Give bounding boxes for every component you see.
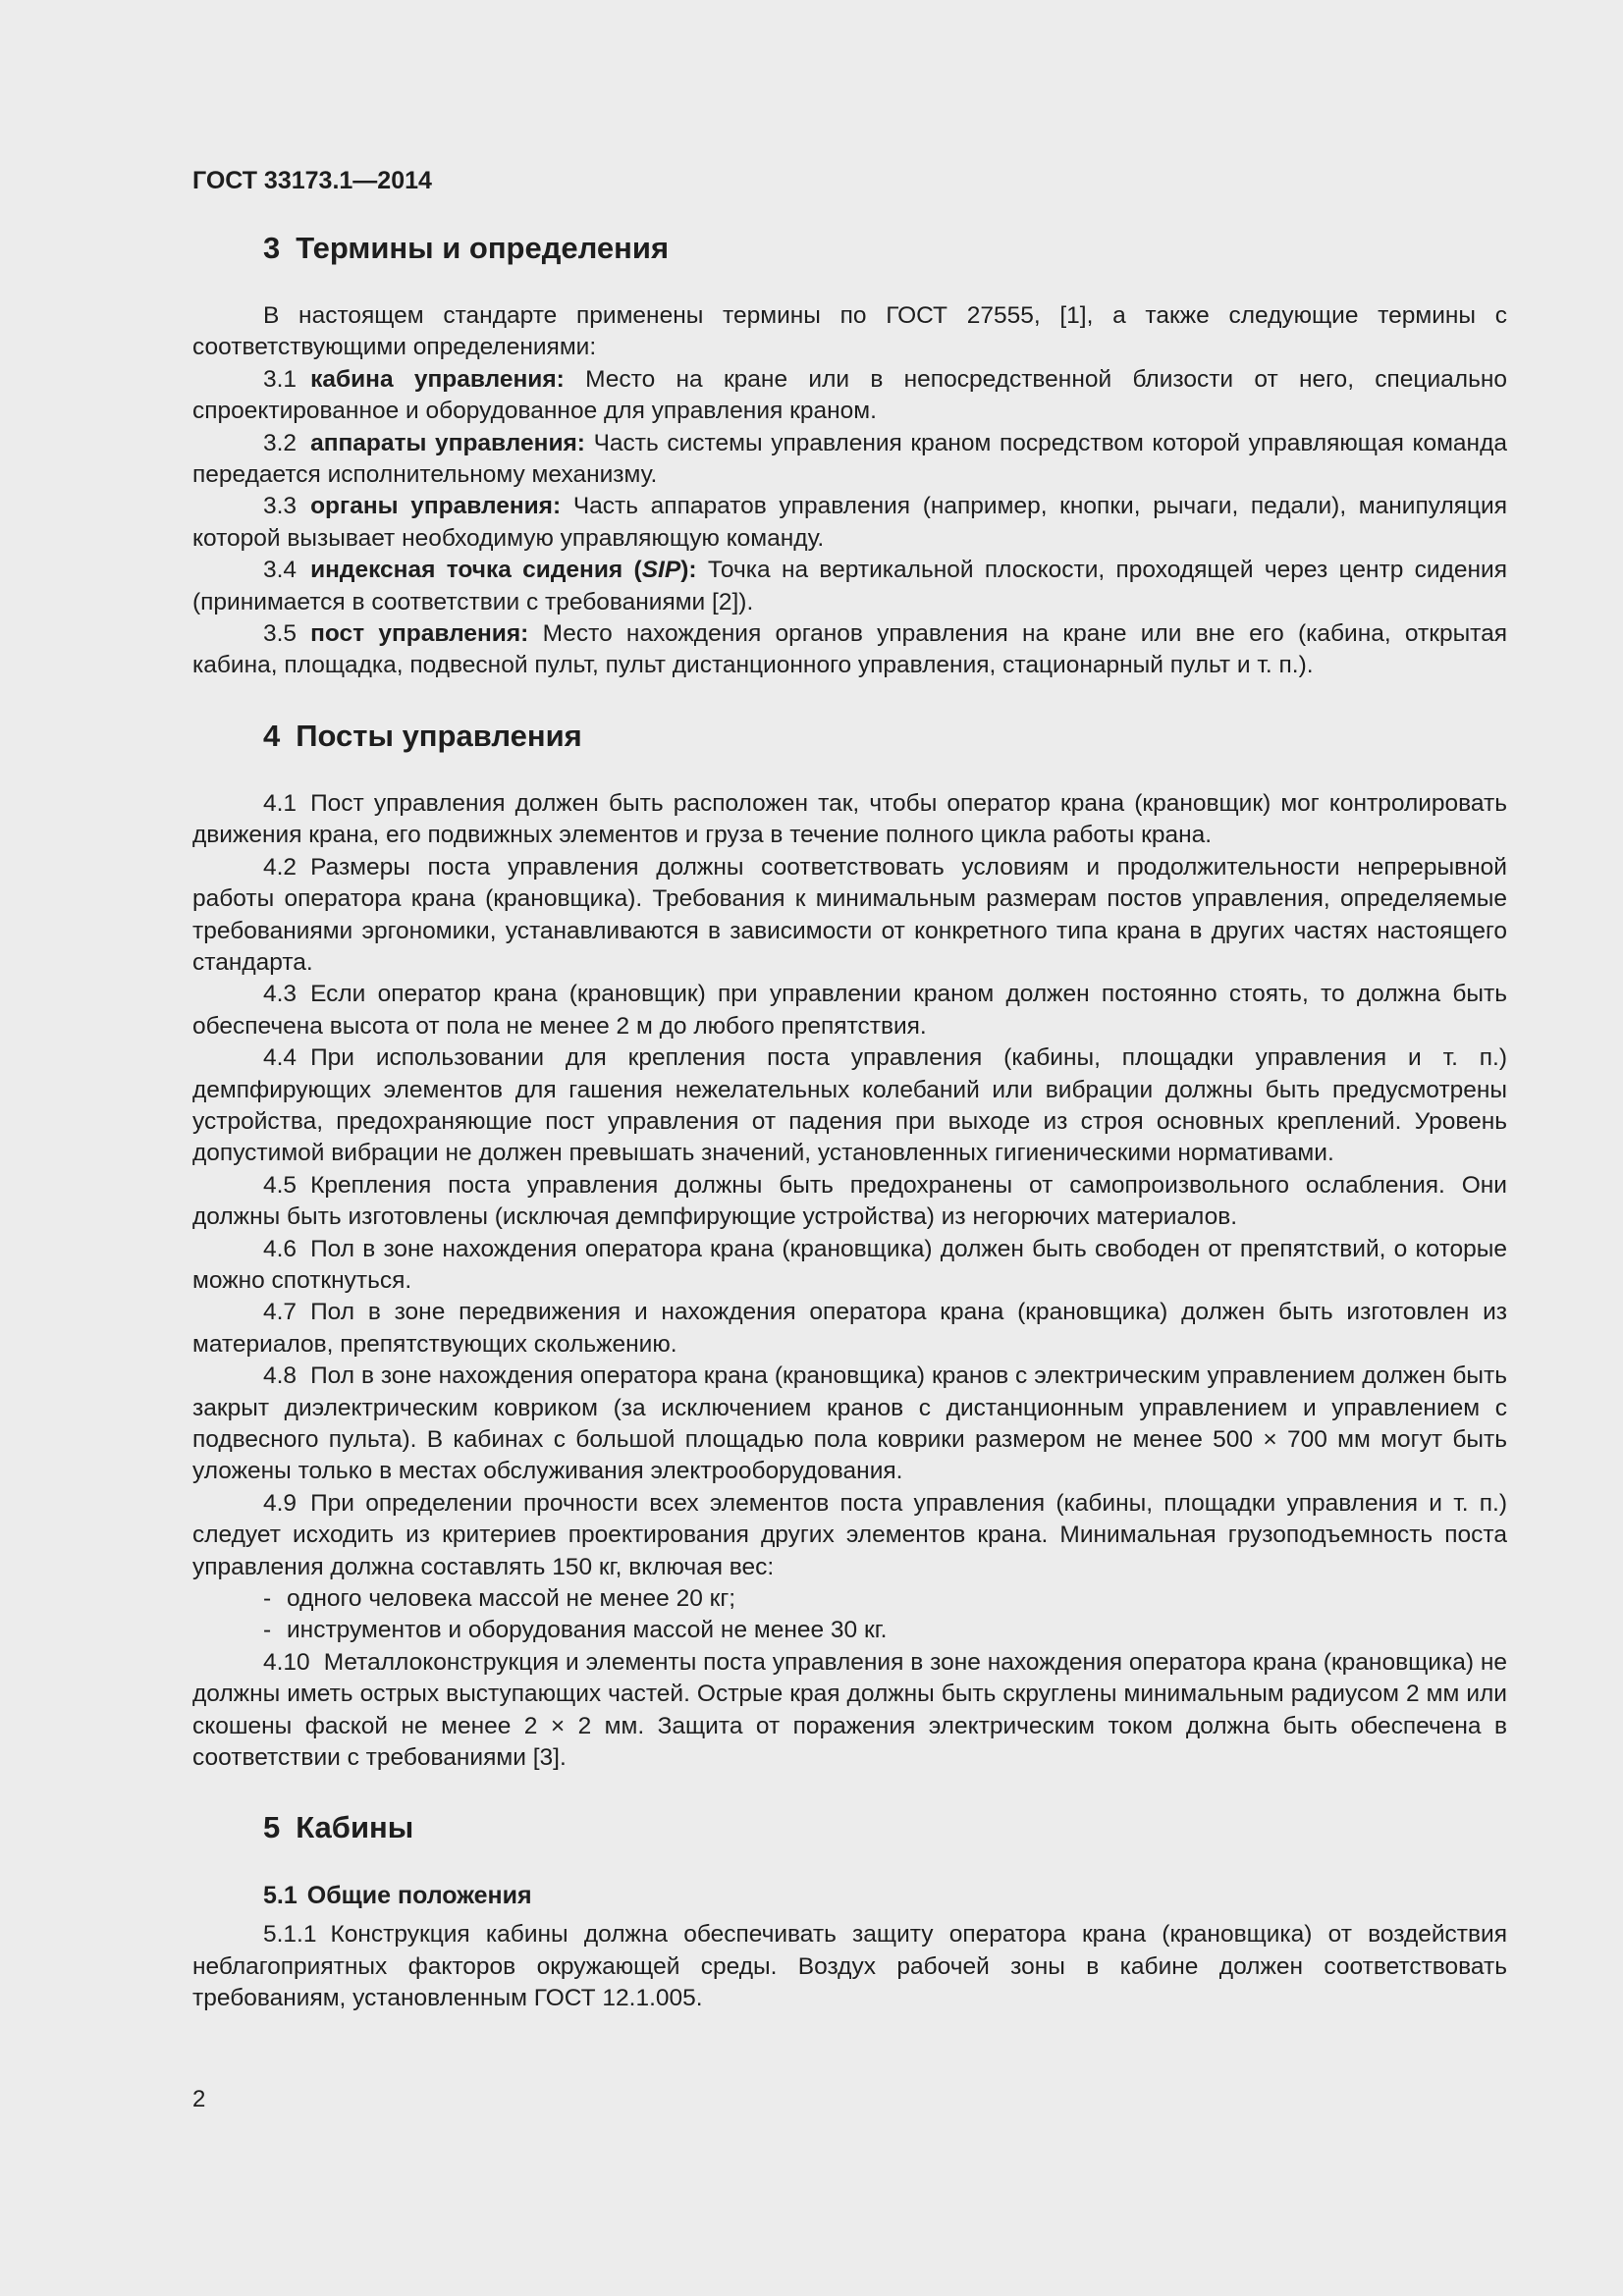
term-3-1 bbox=[192, 364, 1507, 428]
term-number: 3.5 bbox=[263, 620, 298, 648]
term-name-prefix: индексная точка сидения ( bbox=[310, 557, 642, 584]
list-item bbox=[263, 1583, 1507, 1615]
clause-text: Крепления поста управления должны быть предохранены от самопроизвольного ослабления. Они должны быть изготовлены (исключая демпфирующие устройства) из негорючих материалов. bbox=[192, 1171, 1507, 1231]
dash-marker: - bbox=[263, 1617, 272, 1644]
subsection-number: 5.1 bbox=[263, 1882, 298, 1910]
term-definition: Место на кране или в непосредственной близости от него, специально спроектированное и оборудованное для управления краном. bbox=[192, 365, 1507, 425]
section-title-text: Термины и определения bbox=[296, 231, 670, 265]
subsection-title-text: Общие положения bbox=[306, 1882, 532, 1910]
clause-4-9 bbox=[192, 1488, 1507, 1583]
section-5-title bbox=[263, 1809, 1507, 1846]
clause-number: 4.2 bbox=[263, 853, 298, 881]
section-4-title bbox=[263, 718, 1507, 755]
term-definition: Часть системы управления краном посредством которой управляющая команда передается исполнительному механизму. bbox=[192, 429, 1507, 489]
clause-number: 4.4 bbox=[263, 1044, 298, 1072]
clause-4-3 bbox=[192, 979, 1507, 1042]
section-3-intro: В настоящем стандарте применены термины по ГОСТ 27555, [1], а также следующие термины с соответствующими определениями: bbox=[192, 302, 1507, 361]
clause-text: При определении прочности всех элементов поста управления (кабины, площадки управления и т. п.) следует исходить из критериев проектирования других элементов крана. Минимальная грузоподъемность поста управления должна составлять 150 кг, включая вес: bbox=[192, 1489, 1507, 1580]
term-3-5 bbox=[192, 618, 1507, 682]
clause-4-5 bbox=[192, 1170, 1507, 1234]
term-name: органы управления: bbox=[310, 493, 562, 520]
clause-4-6 bbox=[192, 1234, 1507, 1298]
dash-marker: - bbox=[263, 1585, 272, 1613]
section-number: 4 bbox=[263, 718, 281, 753]
clause-number: 4.3 bbox=[263, 981, 298, 1008]
section-3-title bbox=[263, 230, 1507, 267]
clause-number: 4.6 bbox=[263, 1235, 298, 1262]
section-title-text: Кабины bbox=[296, 1810, 414, 1845]
clause-text: Размеры поста управления должны соответствовать условиям и продолжительности непрерывной работы оператора крана (крановщика). Требования к минимальным размерам постов управления, определяемые требованиями эргономики, устанавливаются в зависимости от конкретного типа крана в других частях настоящего стандарта. bbox=[192, 853, 1507, 976]
section-title-text: Посты управления bbox=[296, 718, 582, 753]
term-3-4 bbox=[192, 555, 1507, 618]
term-3-3 bbox=[192, 491, 1507, 555]
clause-text: Пол в зоне передвижения и нахождения оператора крана (крановщика) должен быть изготовлен из материалов, препятствующих скольжению. bbox=[192, 1299, 1507, 1358]
section-number: 3 bbox=[263, 231, 281, 265]
term-name-italic: SIP bbox=[641, 557, 681, 584]
term-3-2 bbox=[192, 428, 1507, 492]
document-header: ГОСТ 33173.1—2014 bbox=[192, 167, 432, 194]
term-number: 3.4 bbox=[263, 557, 298, 584]
clause-4-10 bbox=[192, 1647, 1507, 1775]
clause-text: Пост управления должен быть расположен так, чтобы оператор крана (крановщик) мог контролировать движения крана, его подвижных элементов и груза в течение полного цикла работы крана. bbox=[192, 789, 1507, 849]
clause-number: 4.1 bbox=[263, 789, 298, 817]
clause-number: 4.10 bbox=[263, 1648, 310, 1676]
clause-5-1-1 bbox=[192, 1919, 1507, 2014]
term-definition: Место нахождения органов управления на кране или вне его (кабина, открытая кабина, площадка, подвесной пульт, пульт дистанционного управления, стационарный пульт и т. п.). bbox=[192, 620, 1508, 679]
term-number: 3.1 bbox=[263, 365, 298, 393]
clause-number: 4.7 bbox=[263, 1299, 298, 1326]
clause-text: Конструкция кабины должна обеспечивать защиту оператора крана (крановщика) от воздействия неблагоприятных факторов окружающей среды. Воздух рабочей зоны в кабине должен соответствовать требованиям, установленным ГОСТ 12.1.005. bbox=[192, 1921, 1507, 2012]
clause-4-7 bbox=[192, 1297, 1507, 1361]
clause-text: Металлоконструкция и элементы поста управления в зоне нахождения оператора крана (крановщика) не должны иметь острых выступающих частей. Острые края должны быть скруглены минимальным радиусом 2 мм или скошены фаской не менее 2 × 2 мм. Защита от поражения электрическим током должна быть обеспечена в соответствии с требованиями [3]. bbox=[192, 1648, 1507, 1772]
clause-4-1 bbox=[192, 788, 1507, 852]
term-number: 3.2 bbox=[263, 429, 298, 456]
section-number: 5 bbox=[263, 1810, 281, 1845]
term-name: пост управления: bbox=[310, 620, 529, 648]
term-name: кабина управления: bbox=[310, 365, 565, 393]
clause-text: Пол в зоне нахождения оператора крана (крановщика) кранов с электрическим управлением должен быть закрыт диэлектрическим ковриком (за исключением кранов с дистанционным управлением и управлением с подвесного пульта). В кабинах с большой площадью пола коврики размером не менее 500 × 700 мм могут быть уложены только в местах обслуживания электрооборудования. bbox=[192, 1362, 1507, 1485]
term-definition: Точка на вертикальной плоскости, проходящей через центр сидения (принимается в соответствии с требованиями [2]). bbox=[192, 557, 1507, 615]
list-item-text: одного человека массой не менее 20 кг; bbox=[287, 1585, 736, 1613]
clause-4-2 bbox=[192, 852, 1507, 980]
clause-text: При использовании для крепления поста управления (кабины, площадки управления и т. п.) демпфирующих элементов для гашения нежелательных колебаний или вибрации должны быть предусмотрены устройства, предохраняющие пост управления от падения при выходе из строя основных креплений. Уровень допустимой вибрации не должен превышать значений, установленных гигиеническими нормативами. bbox=[192, 1044, 1507, 1167]
term-definition: Часть аппаратов управления (например, кнопки, рычаги, педали), манипуляция которой вызывает необходимую управляющую команду. bbox=[192, 493, 1508, 552]
subsection-5-1-title bbox=[263, 1880, 1507, 1911]
clause-text: Если оператор крана (крановщик) при управлении краном должен постоянно стоять, то должна быть обеспечена высота от пола не менее 2 м до любого препятствия. bbox=[192, 981, 1507, 1040]
clause-4-4 bbox=[192, 1042, 1507, 1170]
clause-number: 4.8 bbox=[263, 1362, 298, 1390]
term-name: аппараты управления: bbox=[310, 429, 585, 456]
clause-4-8 bbox=[192, 1361, 1507, 1488]
term-name-suffix: ): bbox=[680, 557, 697, 584]
clause-number: 4.9 bbox=[263, 1489, 298, 1517]
list-item bbox=[263, 1615, 1507, 1646]
clause-number: 4.5 bbox=[263, 1171, 298, 1199]
term-number: 3.3 bbox=[263, 493, 298, 520]
clause-text: Пол в зоне нахождения оператора крана (крановщика) должен быть свободен от препятствий, о которые можно споткнуться. bbox=[192, 1235, 1507, 1294]
page-number: 2 bbox=[192, 2086, 206, 2112]
clause-number: 5.1.1 bbox=[263, 1921, 317, 1949]
term-name bbox=[310, 557, 696, 583]
list-item-text: инструментов и оборудования массой не менее 30 кг. bbox=[287, 1617, 888, 1644]
